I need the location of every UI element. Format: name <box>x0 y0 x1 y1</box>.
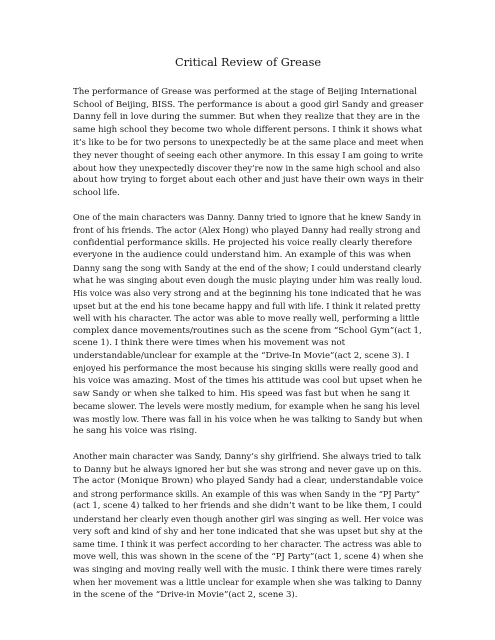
paragraph-line: what he was singing about even dough the music playing under him was really loud. <box>73 275 423 286</box>
paragraph-line: about how trying to forget about each other and just have their own ways in their <box>73 175 424 186</box>
paragraph-line: The actor (Monique Brown) who played Sandy had a clear, understandable voice <box>73 476 424 487</box>
paragraph-line: move well, this was shown in the scene of the “PJ Party”(act 1, scene 4) when she <box>73 551 424 562</box>
paragraph-line: scene 1). I think there were times when his movement was not <box>73 338 346 349</box>
document-page <box>73 56 423 613</box>
document-title: Critical Review of Grease <box>174 56 322 69</box>
paragraph-line: (act 1, scene 4) talked to her friends and she didn’t want to be like them, I could <box>73 501 422 512</box>
paragraph-line: he sang his voice was rising. <box>73 426 198 437</box>
paragraph-line: to Danny but he always ignored her but she was strong and never gave up on this. <box>73 463 422 474</box>
paragraph-line: same high school they become two whole different persons. I think it shows what <box>73 124 423 135</box>
paragraph-line: saw Sandy or when she talked to him. His speed was fast but when he sang it <box>73 388 410 399</box>
paragraph-line: they never thought of seeing each other anymore. In this essay I am going to write <box>73 149 423 160</box>
paragraph-line: was mostly low. There was fall in his voice when he was talking to Sandy but when <box>73 413 423 424</box>
paragraph-line: understand her clearly even though another girl was singing as well. Her voice was <box>73 514 424 524</box>
paragraph-line: when her movement was a little unclear for example when she was talking to Danny <box>73 576 422 587</box>
paragraph-line: upset but at the end his tone became happy and full with life. I think it related pretty <box>73 300 421 311</box>
paragraph-line: School of Beijing, BISS. The performance is about a good girl Sandy and greaser <box>73 99 424 110</box>
paragraph-line: was singing and moving really well with the music. I think there were times rarely <box>73 564 422 575</box>
paragraph-line: school life. <box>73 187 120 198</box>
paragraph-line: Danny fell in love during the summer. But when they realize that they are in the <box>73 112 420 123</box>
paragraph-line: about how they unexpectedly discover they’re now in the same high school and also <box>73 162 421 173</box>
paragraph-line: enjoyed his performance the most because his singing skills were really good and <box>73 363 419 374</box>
paragraph-2 <box>73 211 423 438</box>
paragraph-line: well with his character. The actor was able to move really well, performing a little <box>73 313 420 324</box>
paragraph-line: same time. I think it was perfect according to her character. The actress was able to <box>73 539 422 550</box>
paragraph-line: everyone in the audience could understand him. An example of this was when <box>73 250 412 261</box>
paragraph-line: One of the main characters was Danny. Danny tried to ignore that he knew Sandy in <box>73 212 421 223</box>
paragraph-line: complex dance movements/routines such as the scene from “School Gym”(act 1, <box>73 325 422 336</box>
paragraph-line: became slower. The levels were mostly medium, for example when he sang his level <box>73 401 420 412</box>
paragraph-line: very soft and kind of shy and her tone indicated that she was upset but shy at the <box>73 526 423 537</box>
paragraph-3 <box>73 450 423 601</box>
paragraph-line: understandable/unclear for example at the “Drive-In Movie”(act 2, scene 3). I <box>73 350 410 361</box>
paragraph-line: front of his friends. The actor (Alex Hong) who played Danny had really strong and <box>73 224 421 235</box>
paragraph-line: confidential performance skills. He projected his voice really clearly therefore <box>73 237 413 248</box>
paragraph-line: His voice was also very strong and at the beginning his tone indicated that he was <box>73 287 422 298</box>
paragraph-line: it’s like to be for two persons to unexpectedly be at the same place and meet when <box>73 137 424 148</box>
paragraph-line: in the scene of the “Drive-in Movie”(act 2, scene 3). <box>73 589 298 600</box>
paragraph-line: his voice was amazing. Most of the times his attitude was cool but upset when he <box>73 376 422 387</box>
paragraph-line: and strong performance skills. An example of this was when Sandy in the “PJ Party” <box>73 488 421 499</box>
document-body <box>73 86 423 601</box>
paragraph-1 <box>73 86 423 199</box>
paragraph-line: The performance of Grease was performed at the stage of Beijing International <box>73 87 417 97</box>
paragraph-line: Another main character was Sandy, Danny’s shy girlfriend. She always tried to talk <box>73 451 422 462</box>
paragraph-line: Danny sang the song with Sandy at the end of the show; I could understand clearly <box>73 262 422 273</box>
